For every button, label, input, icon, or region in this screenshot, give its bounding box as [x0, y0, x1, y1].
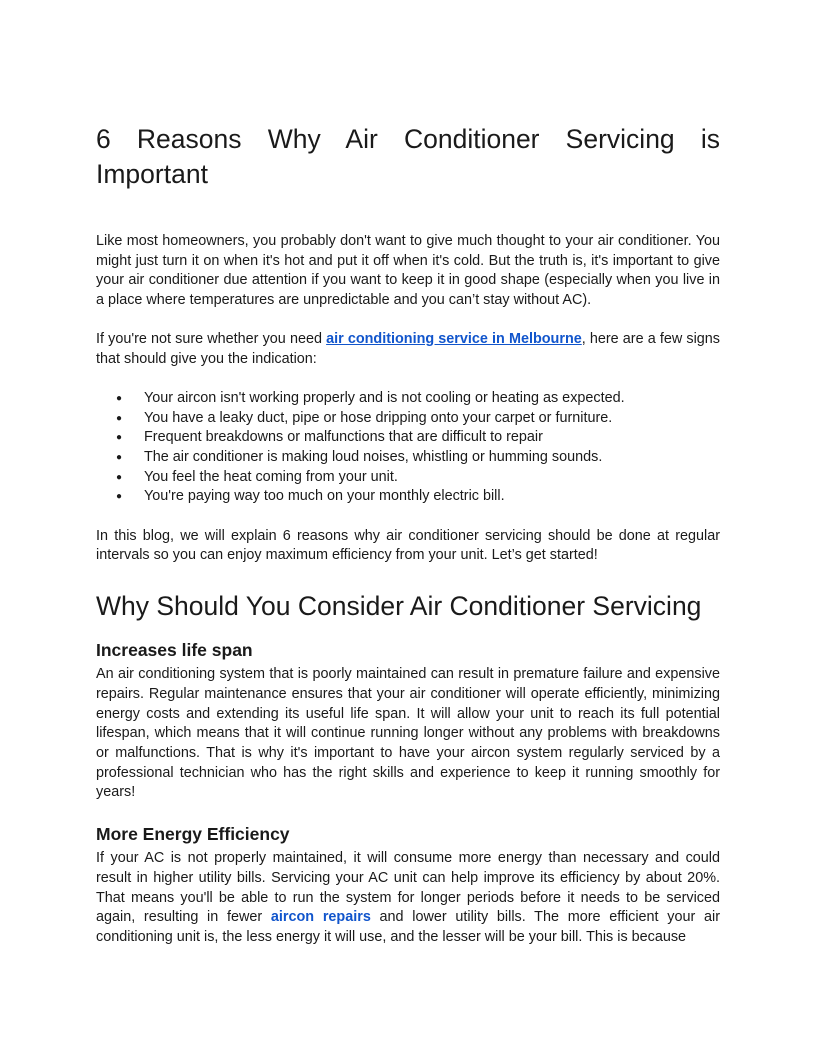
list-item: ● Frequent breakdowns or malfunctions that are difficult to repair [96, 428, 720, 448]
list-item: ● You're paying way too much on your monthly electric bill. [96, 487, 720, 507]
page-title: 6 Reasons Why Air Conditioner Servicing is Important [96, 124, 720, 189]
list-item: ● You have a leaky duct, pipe or hose dripping onto your carpet or furniture. [96, 409, 720, 429]
life-span-heading: Increases life span [96, 640, 253, 661]
bullet-icon: ● [116, 412, 123, 424]
list-item: ● Your aircon isn't working properly and is not cooling or heating as expected. [96, 389, 720, 409]
life-span-paragraph: An air conditioning system that is poorly maintained can result in premature failure and expensive repairs. Regular maintenance ensures that your air conditioner will operate efficiently, minimizing energy costs and extending its useful life span. It will allow your unit to reach its full potential lifespan, which means that it will continue running longer without any problems with breakdowns or malfunctions. That is why it's important to have your aircon system regularly serviced by a professional technician who has the right skills and experience to keep it running smoothly for years! [96, 666, 720, 801]
aircon-repairs-link[interactable]: aircon repairs [270, 909, 371, 926]
signs-text-before: If you're not sure whether you need [96, 330, 327, 347]
energy-text-before: If your AC is not properly maintained, it will consume more energy than necessary and could result in higher utility bills. Servicing your AC unit can help improve its efficiency by about 20%. That means you'll be able to run the system for longer periods before it needs to be serviced again, resulting in fewer [96, 850, 720, 926]
blog-intro-paragraph: In this blog, we will explain 6 reasons why air conditioner servicing should be done at regular intervals so you can enjoy maximum efficiency from your unit. Let’s get started! [96, 527, 720, 564]
ac-service-melbourne-link[interactable]: air conditioning service in Melbourne [326, 330, 582, 347]
bullet-icon: ● [116, 471, 123, 483]
energy-text-after: and lower utility bills. The more efficient your air conditioning unit is, the less energy it will use, and the lesser will be your bill. This is because [96, 909, 720, 945]
list-item: ● You feel the heat coming from your unit. [96, 468, 720, 488]
bullet-icon: ● [116, 491, 123, 503]
bullet-icon: ● [116, 393, 123, 405]
energy-efficiency-heading: More Energy Efficiency [96, 824, 290, 845]
signs-text-after: , here are a few signs that should give you the indication: [96, 330, 721, 367]
signs-paragraph [96, 330, 720, 369]
signs-list [96, 389, 720, 507]
bullet-icon: ● [116, 452, 123, 463]
energy-efficiency-paragraph [96, 849, 720, 948]
document-content [96, 122, 720, 948]
section-heading: Why Should You Consider Air Conditioner Servicing [96, 591, 702, 622]
intro-paragraph: Like most homeowners, you probably don't want to give much thought to your air conditioner. You might just turn it on when it's hot and put it off when it's cold. But the truth is, it's important to give your air conditioner due attention if you want to keep it in good shape (especially when you live in a place where temperatures are unpredictable and you can’t stay without AC). [96, 233, 720, 309]
list-item: ● The air conditioner is making loud noises, whistling or humming sounds. [96, 448, 720, 468]
bullet-icon: ● [116, 432, 123, 444]
